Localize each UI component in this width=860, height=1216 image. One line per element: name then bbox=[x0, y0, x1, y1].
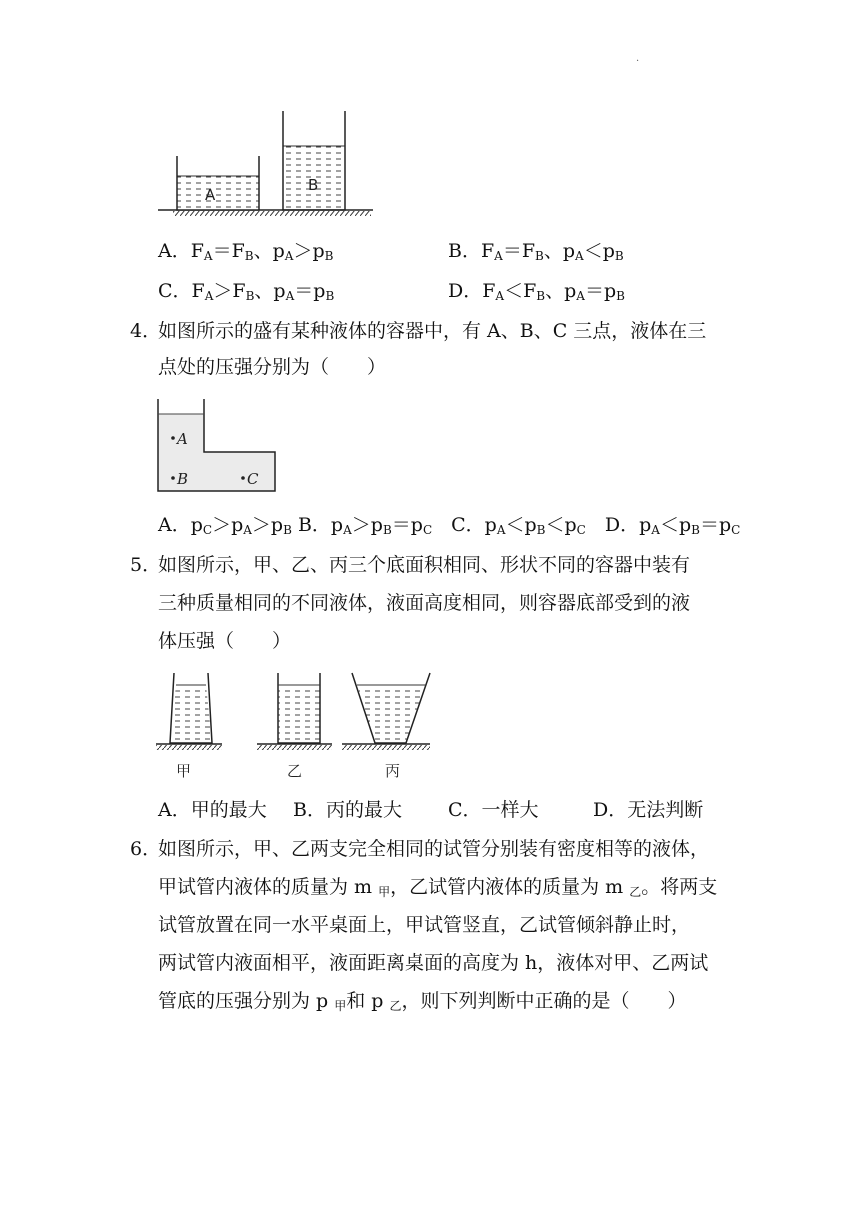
q4-line1: 如图所示的盛有某种液体的容器中，有 A、B、C 三点，液体在三 bbox=[158, 320, 707, 342]
ground-hatch bbox=[173, 211, 371, 216]
q3-option-d-text: $F_A<F_B$、$p_A=p_B$ bbox=[482, 280, 625, 303]
q6-line2: 甲试管内液体的质量为 m $_甲$，乙试管内液体的质量为 m $_乙$。将两支 bbox=[158, 876, 718, 899]
q4-figure bbox=[154, 396, 282, 496]
q4-options: A．$p_C>p_A>p_B$ B．$p_A>p_B=p_C$ C．$p_A<p_B<p_C$ D．$p_A<p_B=p_C$ bbox=[158, 514, 741, 537]
point-b-label: B bbox=[177, 470, 189, 488]
q5-option-b[interactable]: B．丙的最大 bbox=[293, 799, 402, 821]
q3-option-d-letter: D． bbox=[448, 280, 483, 302]
q3-option-c[interactable] bbox=[158, 279, 334, 303]
liquid-a bbox=[177, 176, 259, 210]
q3-option-a-text: $F_A=F_B$、$p_A>p_B$ bbox=[190, 240, 334, 263]
q3-option-b-letter: B． bbox=[448, 240, 481, 262]
q6-line3: 试管放置在同一水平桌面上，甲试管竖直，乙试管倾斜静止时， bbox=[158, 914, 691, 936]
liquid-jia bbox=[170, 685, 212, 743]
q3-option-b[interactable] bbox=[448, 239, 624, 263]
q5-line1: 如图所示，甲、乙、丙三个底面积相同、形状不同的容器中装有 bbox=[158, 554, 691, 576]
point-c-label: C bbox=[247, 470, 259, 488]
q4-number: 4． bbox=[130, 320, 162, 342]
label-jia: 甲 bbox=[176, 762, 192, 780]
page-mark: · bbox=[636, 56, 640, 67]
q5-option-c[interactable]: C．一样大 bbox=[448, 799, 539, 821]
q3-option-a-letter: A． bbox=[158, 240, 191, 262]
q6-line5: 管底的压强分别为 p $_甲$和 p $_乙$，则下列判断中正确的是（ ） bbox=[158, 990, 687, 1013]
q3-figure bbox=[155, 108, 380, 218]
q3-option-b-text: $F_A=F_B$、$p_A<p_B$ bbox=[480, 240, 624, 263]
q5-option-d[interactable]: D．无法判断 bbox=[593, 799, 704, 821]
q5-option-a[interactable]: A．甲的最大 bbox=[158, 799, 267, 821]
label-yi: 乙 bbox=[287, 762, 303, 780]
q5-figure bbox=[154, 670, 444, 782]
point-a-label: A bbox=[177, 430, 188, 448]
label-bing: 丙 bbox=[385, 762, 401, 780]
q6-line4: 两试管内液面相平，液面距离桌面的高度为 h，液体对甲、乙两试 bbox=[158, 952, 709, 974]
q4-line2: 点处的压强分别为（ ） bbox=[158, 356, 387, 378]
q5-number: 5． bbox=[130, 554, 162, 576]
liquid-yi bbox=[278, 685, 320, 743]
q3-option-d[interactable] bbox=[448, 279, 625, 303]
q3-option-c-text: $F_A>F_B$、$p_A=p_B$ bbox=[191, 280, 335, 303]
q3-option-c-letter: C． bbox=[158, 280, 192, 302]
label-a: A bbox=[205, 186, 216, 204]
q5-line3: 体压强（ ） bbox=[158, 630, 292, 652]
label-b: B bbox=[308, 176, 319, 194]
q5-line2: 三种质量相同的不同液体，液面高度相同，则容器底部受到的液 bbox=[158, 592, 691, 614]
q3-option-a[interactable] bbox=[158, 239, 333, 263]
q6-line1: 如图所示，甲、乙两支完全相同的试管分别装有密度相等的液体， bbox=[158, 838, 710, 860]
q6-number: 6． bbox=[130, 838, 162, 860]
